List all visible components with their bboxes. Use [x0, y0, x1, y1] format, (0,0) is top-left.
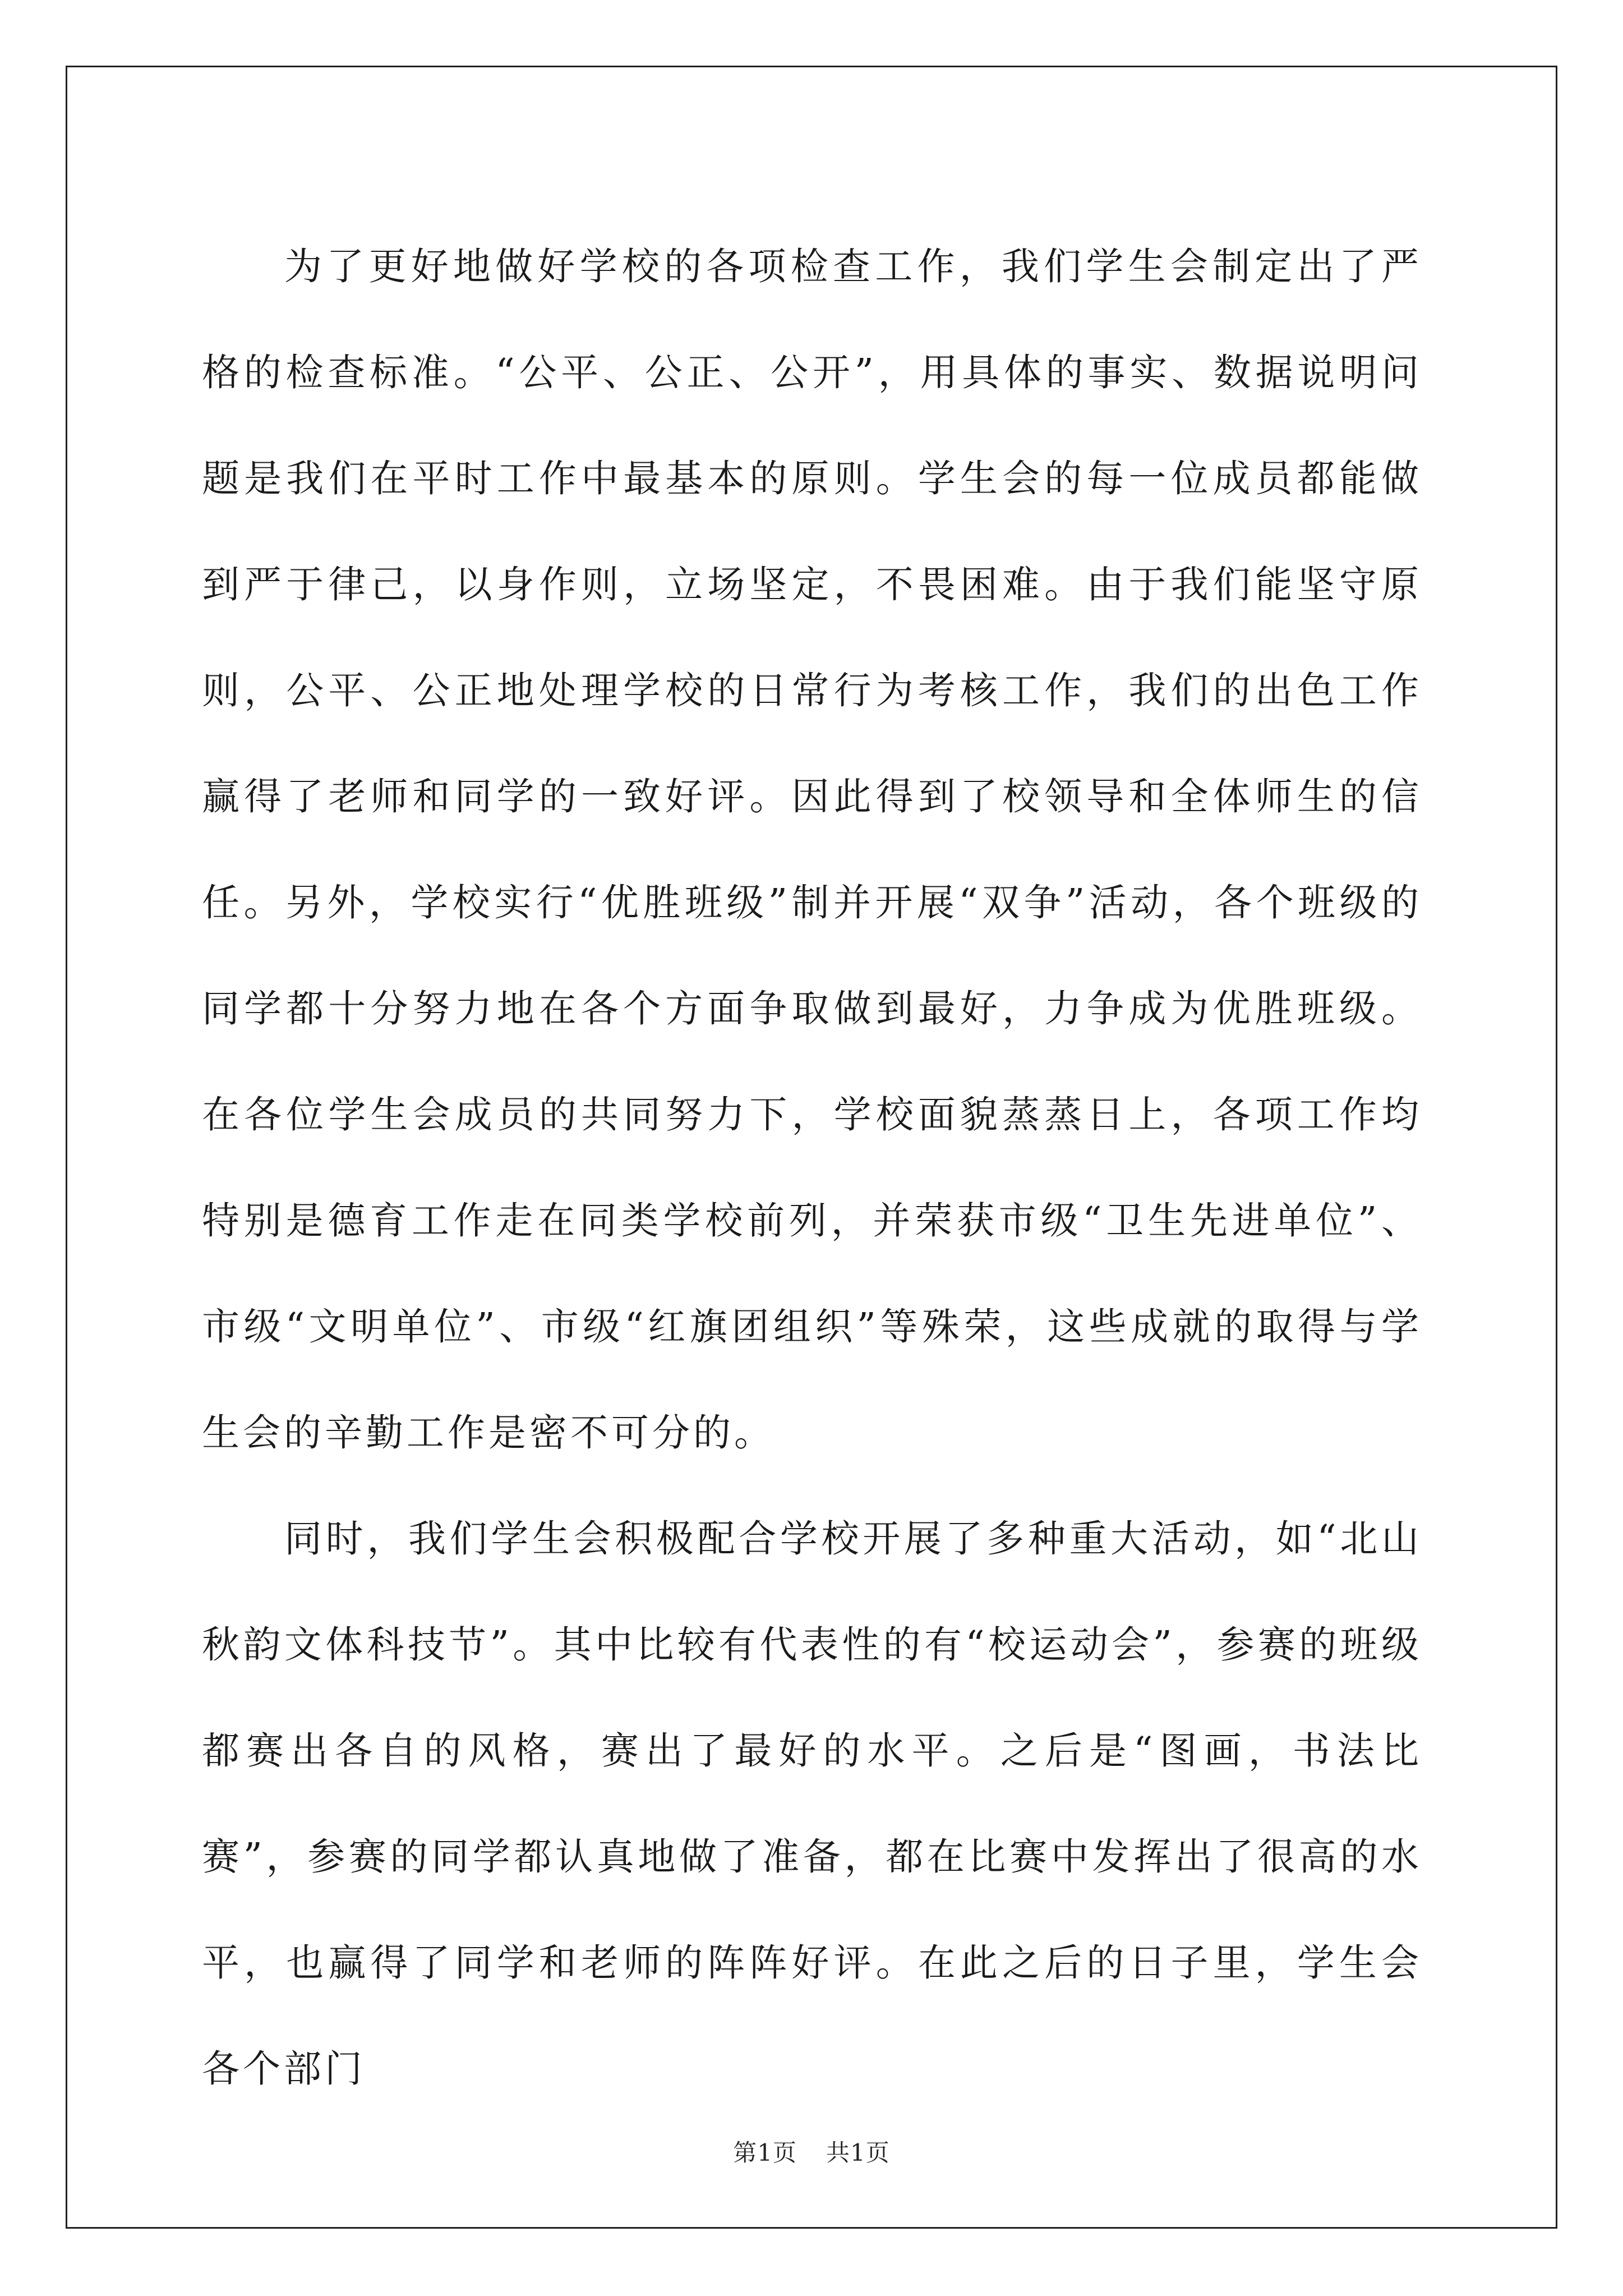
- page-number: 第1页: [733, 2139, 797, 2166]
- paragraph-2: 同时，我们学生会积极配合学校开展了多种重大活动，如“北山秋韵文体科技节”。其中比较有代表性的有“校运动会”，参赛的班级都赛出各自的风格，赛出了最好的水平。之后是“图画，书法比赛”，参赛的同学都认真地做了准备，都在比赛中发挥出了很高的水平，也赢得了同学和老师的阵阵好评。在此之后的日子里，学生会各个部门: [202, 1517, 1422, 2091]
- page-total: 共1页: [826, 2139, 890, 2166]
- page-footer: [0, 2134, 1623, 2168]
- paragraph-1: 为了更好地做好学校的各项检查工作，我们学生会制定出了严格的检查标准。“公平、公正、公开”，用具体的事实、数据说明问题是我们在平时工作中最基本的原则。学生会的每一位成员都能做到严于律己，以身作则，立场坚定，不畏困难。由于我们能坚守原则，公平、公正地处理学校的日常行为考核工作，我们的出色工作赢得了老师和同学的一致好评。因此得到了校领导和全体师生的信任。另外，学校实行“优胜班级”制并开展“双争”活动，各个班级的同学都十分努力地在各个方面争取做到最好，力争成为优胜班级。在各位学生会成员的共同努力下，学校面貌蒸蒸日上，各项工作均特别是德育工作走在同类学校前列，并荣获市级“卫生先进单位”、市级“文明单位”、市级“红旗团组织”等殊荣，这些成就的取得与学生会的辛勤工作是密不可分的。: [202, 245, 1422, 1455]
- document-body: [202, 214, 1422, 2122]
